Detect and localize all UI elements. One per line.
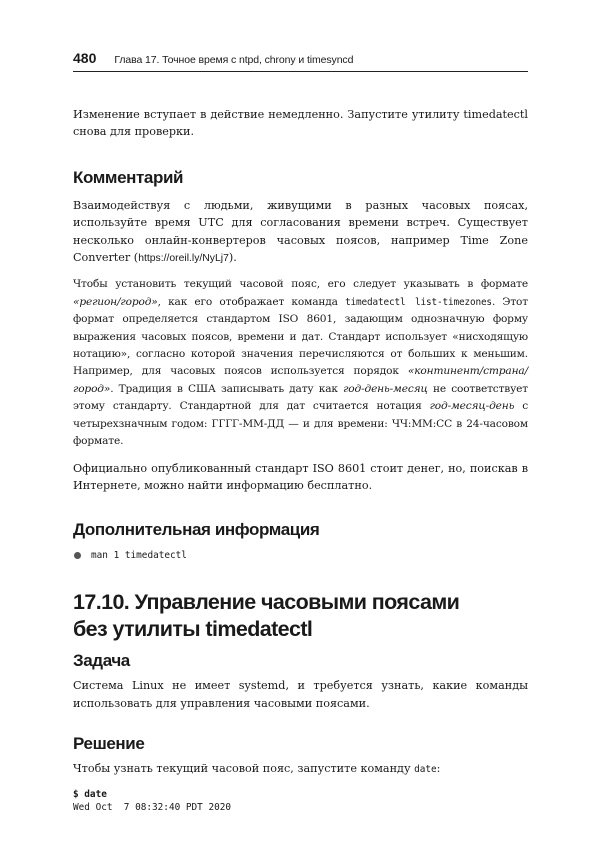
- code-command: $ date: [73, 788, 107, 800]
- page: [73, 50, 528, 814]
- solution-paragraph: Чтобы узнать текущий часовой пояс, запустите команду date:: [73, 762, 441, 776]
- converter-link[interactable]: https://oreil.ly/NyLj7: [138, 253, 229, 265]
- comment-paragraph-1: Взаимодействуя с людьми, живущими в разных часовых поясах, используйте время UTC для согласования времени встреч. Существует несколько онлайн-конвертеров часовых поясов, например Time Zone Converter (https://oreil.ly/NyLj7).: [73, 198, 528, 265]
- running-title: Глава 17. Точное время с ntpd, chrony и timesyncd: [114, 54, 354, 66]
- man-page-reference: man 1 timedatectl: [91, 550, 187, 562]
- more-info-heading: Дополнительная информация: [73, 520, 320, 540]
- code-block: [73, 788, 528, 814]
- comment-heading: Комментарий: [73, 167, 184, 187]
- page-header: [73, 50, 528, 72]
- comment-paragraph-2: Чтобы установить текущий часовой пояс, его следует указывать в формате «регион/город», как его отображает команда timedatectl list-timezones. Этот формат определяется стандартом ISO 8601, задающим однозначную форму выражения часовых поясов, времени и дат. Стандарт использует «нисходящую нотацию», согласно которой значения перечисляются от больших к меньшим. Например, для часовых поясов используется порядок «континент/страна/город». Традиция в США записывать дату как год-день-месяц не соответствует этому стандарту. Стандартной для дат считается нотация год-месяц-день с четырехзначным годом: ГГГГ-ММ-ДД — и для времени: ЧЧ:ММ:СС в 24-часовом формате.: [73, 278, 529, 448]
- solution-heading: Решение: [73, 734, 145, 754]
- code-output: Wed Oct 7 08:32:40 PDT 2020: [73, 801, 232, 813]
- inline-code-date: date: [414, 764, 437, 776]
- inline-code-list-timezones: timedatectl list-timezones: [345, 296, 492, 308]
- page-number: 480: [73, 50, 97, 66]
- intro-paragraph: Изменение вступает в действие немедленно. Запустите утилиту timedatectl снова для проверки.: [73, 108, 528, 139]
- bullet-icon: [74, 552, 81, 559]
- task-paragraph: Система Linux не имеет systemd, и требуется узнать, какие команды использовать для управления часовыми поясами.: [73, 679, 528, 710]
- comment-paragraph-3: Официально опубликованный стандарт ISO 8601 стоит денег, но, поискав в Интернете, можно найти информацию бесплатно.: [73, 461, 528, 492]
- task-heading: Задача: [73, 651, 130, 671]
- section-title: 17.10. Управление часовыми поясами без утилиты timedatectl: [73, 590, 460, 642]
- list-item: [73, 550, 528, 561]
